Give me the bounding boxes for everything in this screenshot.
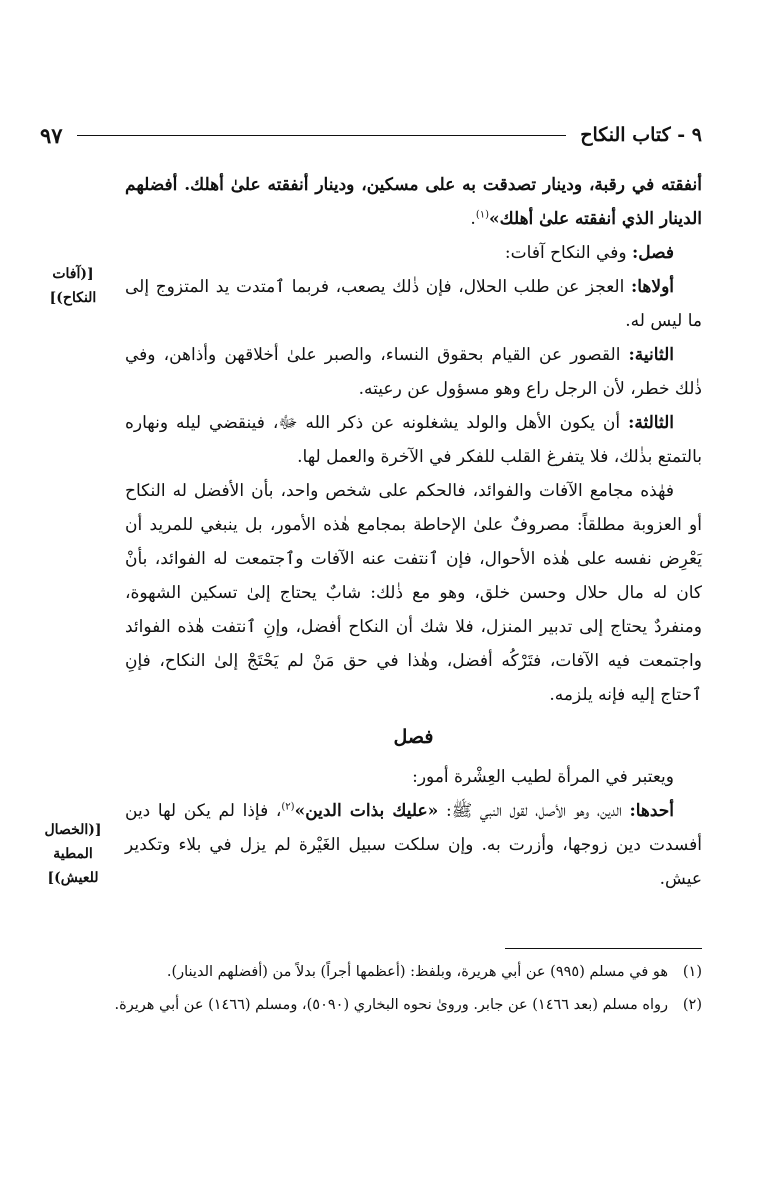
chapter-title: ٩ - كتاب النكاح (580, 124, 702, 146)
margin-note-qualities (30, 818, 116, 890)
first-text: العجز عن طلب الحلال، فإن ذٰلك يصعب، فربما ٱمتدت يد المتزوج إلى ما ليس له. (125, 277, 702, 331)
first-label: أولاها: (630, 277, 675, 297)
margin-note-line: النكاح)] (49, 290, 97, 306)
third-text: أن يكون الأهل والولد يشغلونه عن ذكر الله ﷻ، فينقضي ليله ونهاره بالتمتع بذٰلك، فلا يتفرغ القلب للفكر في الآخرة والعمل لها. (125, 413, 702, 467)
paragraph-second-affliction (125, 338, 702, 406)
footnote-text: هو في مسلم (٩٩٥) عن أبي هريرة، وبلفظ: (أعظمها أجراً) بدلاً من (أفضلهم الدينار). (166, 964, 668, 980)
main-text (125, 168, 702, 896)
first-quality-rest: ، فإذا لم يكن لها دين أفسدت دين زوجها، وأزرت به. وإن سلكت سبيل الغَيْرة لم يزل في بلاء وتكدير عيش. (125, 801, 702, 889)
footnote-ref-1: (١) (475, 209, 489, 221)
footnote-number: (٢) (682, 997, 702, 1013)
paragraph-wife-intro: ويعتبر في المرأة لطيب العِشْرة أمور: (412, 767, 674, 787)
hadith-quote: «عليك بذات الدين» (294, 801, 439, 821)
paragraph-first-affliction (125, 270, 702, 338)
first-quality-label: أحدها: (629, 801, 675, 821)
footnote-number: (١) (682, 964, 702, 980)
second-label: الثانية: (628, 345, 674, 365)
footnote-text: رواه مسلم (بعد ١٤٦٦) عن جابر. وروىٰ نحوه البخاري (٥٠٩٠)، ومسلم (١٤٦٦) عن أبي هريرة. (114, 997, 668, 1013)
footnotes (70, 958, 702, 1024)
paragraph-section-intro (125, 236, 702, 270)
margin-note-line: [(آفات (52, 266, 94, 282)
page-number: ٩٧ (40, 122, 63, 148)
margin-note-line: المطية (53, 846, 93, 862)
footnote-ref-2: (٢) (281, 801, 295, 813)
third-label: الثالثة: (628, 413, 674, 433)
paragraph-summary: فهٰذه مجامع الآفات والفوائد، فالحكم على شخص واحد، بأن الأفضل له النكاح أو العزوبة مطلقاً: مصروفٌ علىٰ الإحاطة بمجامع هٰذه الأمور، بل ينبغي للمريد أن يَعْرِض نفسه على هٰذه الأحوال، فإن ٱنتفت عنه الآفات وٱجتمعت له الفوائد، بأنْ كان له مال حلال وحسن خلق، وهو مع ذٰلك: شابٌ يحتاج إلىٰ تسكين الشهوة، ومنفردٌ يحتاج إلى تدبير المنزل، فلا شك أن النكاح أفضل، وإنِ ٱنتفت هٰذه الفوائد واجتمعت فيه الآفات، فتَرْكُه أفضل، وهٰذا في حق مَنْ لم يَحْتَجْ إلىٰ النكاح، فإنِ ٱحتاج إليه فإنه يلزمه. (125, 481, 702, 705)
section-heading: فصل (393, 726, 434, 748)
margin-note-line: للعيش)] (47, 870, 99, 886)
period: . (470, 209, 476, 229)
first-quality-text: الدين، وهو الأصل، لقول النبي ﷺ: (445, 801, 622, 821)
margin-note-line: [(الخصال (44, 822, 102, 838)
running-header (40, 120, 702, 150)
section-intro-text: وفي النكاح آفات: (504, 243, 627, 263)
hadith-text: أنفقته في رقبة، ودينار تصدقت به على مسكين، ودينار أنفقته علىٰ أهلك. أفضلهم الدينار الذي أنفقته علىٰ أهلك» (125, 175, 702, 229)
section-label: فصل: (631, 243, 674, 263)
paragraph-first-quality (125, 794, 702, 896)
margin-note-afflictions (30, 262, 116, 310)
paragraph-hadith-end (125, 168, 702, 236)
footnote (70, 958, 702, 987)
second-text: القصور عن القيام بحقوق النساء، والصبر علىٰ أخلاقهن وأذاهن، وفي ذٰلك خطر، لأن الرجل راع وهو مسؤول عن رعيته. (125, 345, 702, 399)
footnote (70, 991, 702, 1020)
footnote-separator (505, 948, 702, 949)
paragraph-third-affliction (125, 406, 702, 474)
header-rule (77, 135, 567, 136)
